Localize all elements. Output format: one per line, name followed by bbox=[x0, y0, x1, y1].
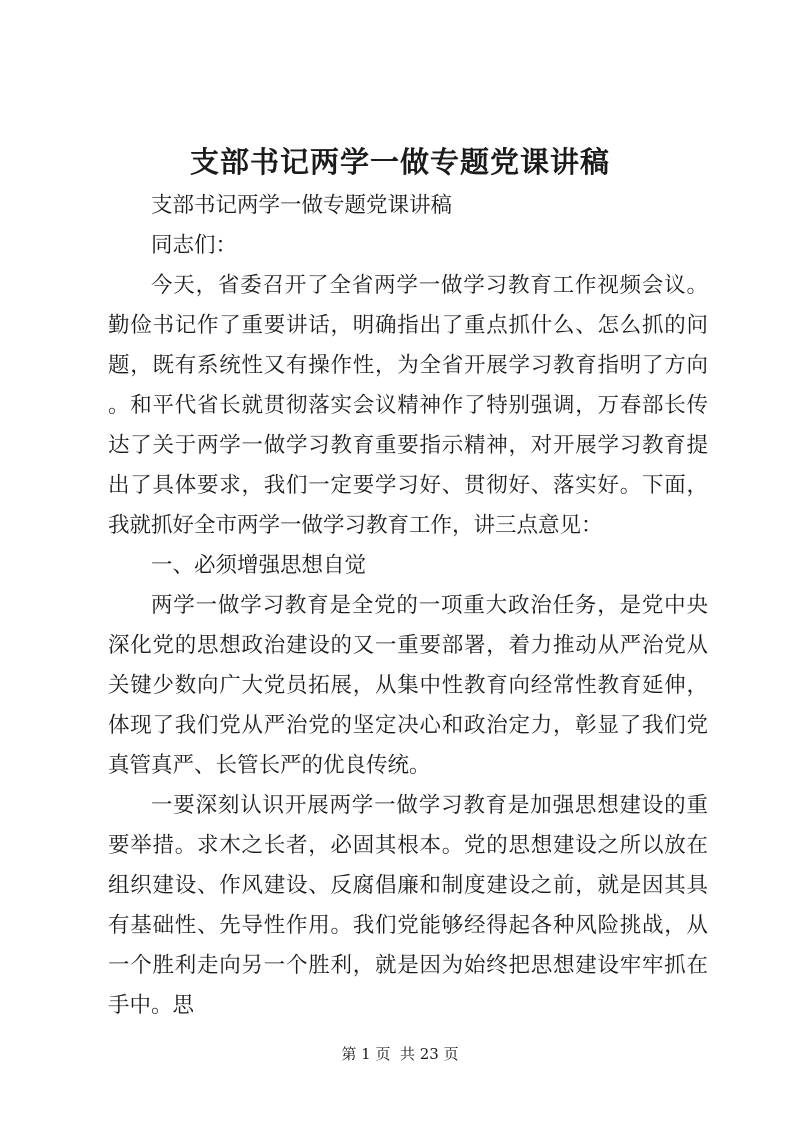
paragraph-intro: 今天，省委召开了全省两学一做学习教育工作视频会议。勤俭书记作了重要讲话，明确指出了重点抓什么、怎么抓的问题，既有系统性又有操作性，为全省开展学习教育指明了方向。和平代省长就贯彻落实会议精神作了特别强调，万春部长传达了关于两学一做学习教育重要指示精神，对开展学习教育提出了具体要求，我们一定要学习好、贯彻好、落实好。下面，我就抓好全市两学一做学习教育工作，讲三点意见： bbox=[108, 273, 708, 538]
paragraph-point-1: 一要深刻认识开展两学一做学习教育是加强思想建设的重要举措。求木之长者，必固其根本。党的思想建设之所以放在组织建设、作风建设、反腐倡廉和制度建设之前，就是因其具有基础性、先导性作用。我们党能够经得起各种风险挑战，从一个胜利走向另一个胜利，就是因为始终把思想建设牢牢抓在手中。思 bbox=[108, 793, 708, 1018]
page-number-label: 第 1 页 共 23 页 bbox=[341, 1045, 459, 1063]
paragraph-subtitle: 支部书记两学一做专题党课讲稿 bbox=[151, 193, 453, 218]
page-footer bbox=[0, 1043, 800, 1065]
section-heading-1: 一、必须增强思想自觉 bbox=[151, 553, 367, 578]
paragraph-salutation: 同志们： bbox=[151, 233, 238, 258]
document-body bbox=[108, 186, 708, 1026]
document-title: 支部书记两学一做专题党课讲稿 bbox=[189, 145, 610, 179]
paragraph-section-1: 两学一做学习教育是全党的一项重大政治任务，是党中央深化党的思想政治建设的又一重要部署，着力推动从严治党从关键少数向广大党员拓展，从集中性教育向经常性教育延伸，体现了我们党从严治党的坚定决心和政治定力，彰显了我们党真管真严、长管长严的优良传统。 bbox=[108, 593, 708, 778]
